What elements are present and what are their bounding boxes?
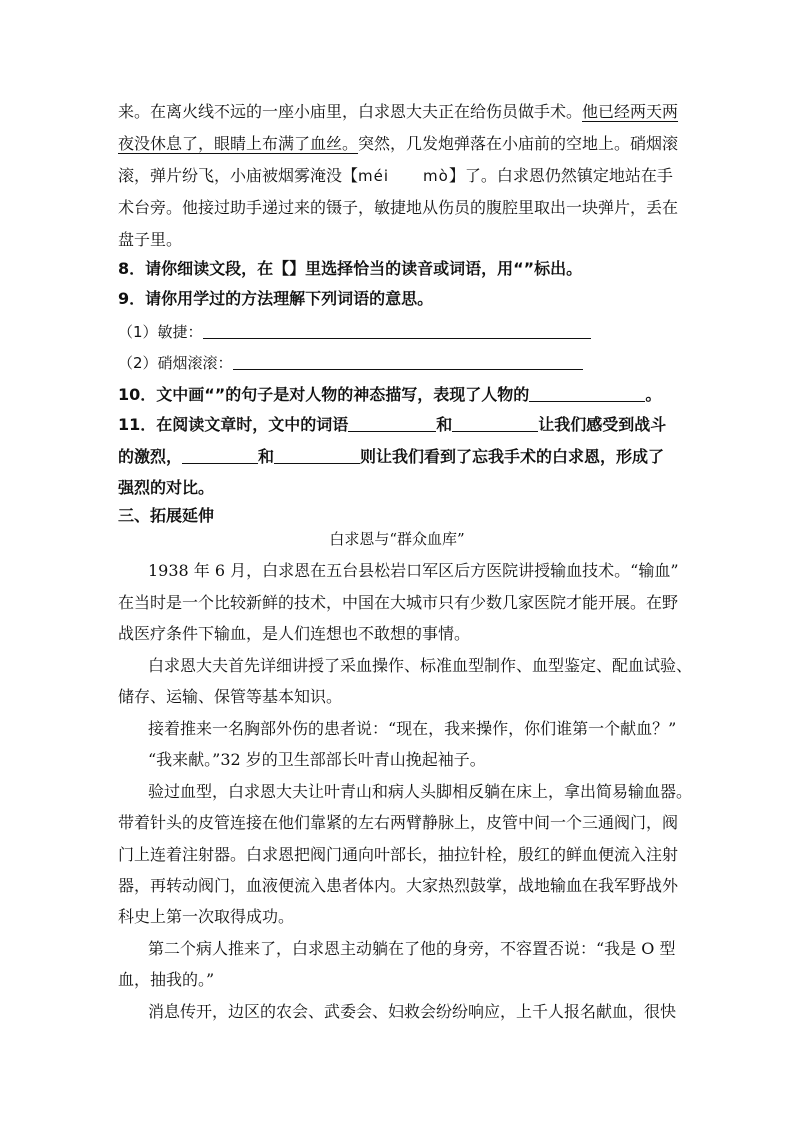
answer-blank[interactable] xyxy=(529,383,645,402)
question-8: 8．请你细读文段，在【】里选择恰当的读音或词语，用“”标出。 xyxy=(118,259,583,278)
answer-blank[interactable] xyxy=(182,445,258,464)
question-11-line-2 xyxy=(118,445,664,468)
underlined-sentence: 他已经两天两 xyxy=(582,102,679,121)
article-line: 消息传开，边区的农会、武委会、妇救会纷纷响应，上千人报名献血，很快 xyxy=(148,1002,677,1021)
article-line: 白求恩大夫首先详细讲授了采血操作、标准血型制作、血型鉴定、配血试验、 xyxy=(148,656,693,675)
section-heading: 三、拓展延伸 xyxy=(118,506,215,525)
question-text: 的激烈， xyxy=(118,447,183,466)
article-line: 第二个病人推来了，白求恩主动躺在了他的身旁，不容置否说：“我是 O 型 xyxy=(148,939,676,958)
question-text: 和 xyxy=(436,415,453,434)
article-line: 验过血型，白求恩大夫让叶青山和病人头脚相反躺在床上，拿出简易输血器。 xyxy=(148,782,693,801)
question-10 xyxy=(118,383,661,406)
article-line: 血，抽我的。” xyxy=(118,970,215,989)
question-text: 让我们感受到战斗 xyxy=(538,415,667,434)
passage-line-2 xyxy=(118,133,678,155)
answer-blank[interactable] xyxy=(274,445,360,464)
article-line: 带着针头的皮管连接在他们靠紧的左右两臂静脉上，皮管中间一个三通阀门，阀 xyxy=(118,813,679,832)
underlined-sentence: 夜没休息了，眼睛上布满了血丝。 xyxy=(118,134,359,153)
question-9-2 xyxy=(118,351,583,374)
question-9: 9．请你用学过的方法理解下列词语的意思。 xyxy=(118,289,434,308)
article-line: 储存、运输、保管等基本知识。 xyxy=(118,687,343,706)
passage-text: 】了。白求恩仍然镇定地站在手 xyxy=(448,166,673,185)
article-line: 接着推来一名胸部外伤的患者说：“现在，我来操作，你们谁第一个献血？” xyxy=(148,719,677,738)
question-9-1 xyxy=(118,320,591,343)
passage-line-5: 盘子里。 xyxy=(118,230,183,249)
answer-blank[interactable] xyxy=(348,413,436,432)
article-line: “我来献。”32 岁的卫生部部长叶青山挽起袖子。 xyxy=(148,750,486,769)
pinyin-option-1: méi xyxy=(358,167,390,185)
question-label: （2）硝烟滚滚： xyxy=(118,354,233,372)
question-text: 。 xyxy=(645,385,662,404)
passage-line-4: 术台旁。他接过助手递过来的镊子，敏捷地从伤员的腹腔里取出一块弹片，丢在 xyxy=(118,198,679,217)
passage-text: 滚，弹片纷飞，小庙被烟雾淹没【 xyxy=(118,166,359,185)
question-text: 则让我们看到了忘我手术的白求恩，形成了 xyxy=(360,447,665,466)
article-title: 白求恩与“群众血库” xyxy=(329,530,465,548)
article-line: 门上连着注射器。白求恩把阀门通向叶部长，抽拉针栓，殷红的鲜血便流入注射 xyxy=(118,845,679,864)
article-line: 在当时是一个比较新鲜的技术，中国在大城市只有少数几家医院才能开展。在野 xyxy=(118,593,679,612)
article-line: 器，再转动阀门，血液便流入患者体内。大家热烈鼓掌，战地输血在我军野战外 xyxy=(118,876,679,895)
passage-text: 来。在离火线不远的一座小庙里，白求恩大夫正在给伤员做手术。 xyxy=(118,102,583,121)
passage-text: 突然，几发炮弹落在小庙前的空地上。硝烟滚 xyxy=(358,134,679,153)
answer-blank[interactable] xyxy=(452,413,538,432)
article-line: 1938 年 6 月，白求恩在五台县松岩口军区后方医院讲授输血技术。“输血” xyxy=(148,561,679,580)
question-label: （1）敏捷： xyxy=(118,323,203,341)
question-11-line-3: 强烈的对比。 xyxy=(118,478,215,497)
question-11-line-1 xyxy=(118,413,666,436)
passage-line-3 xyxy=(118,165,673,187)
question-text: 11．在阅读文章时，文中的词语 xyxy=(118,415,349,434)
pinyin-option-2: mò xyxy=(423,167,449,185)
article-line: 科史上第一次取得成功。 xyxy=(118,907,295,926)
answer-blank[interactable] xyxy=(233,351,583,370)
question-text: 10．文中画“”的句子是对人物的神态描写，表现了人物的 xyxy=(118,385,530,404)
passage-line-1 xyxy=(118,101,678,123)
question-text: 和 xyxy=(258,447,275,466)
article-line: 战医疗条件下输血，是人们连想也不敢想的事情。 xyxy=(118,624,471,643)
answer-blank[interactable] xyxy=(203,320,591,339)
